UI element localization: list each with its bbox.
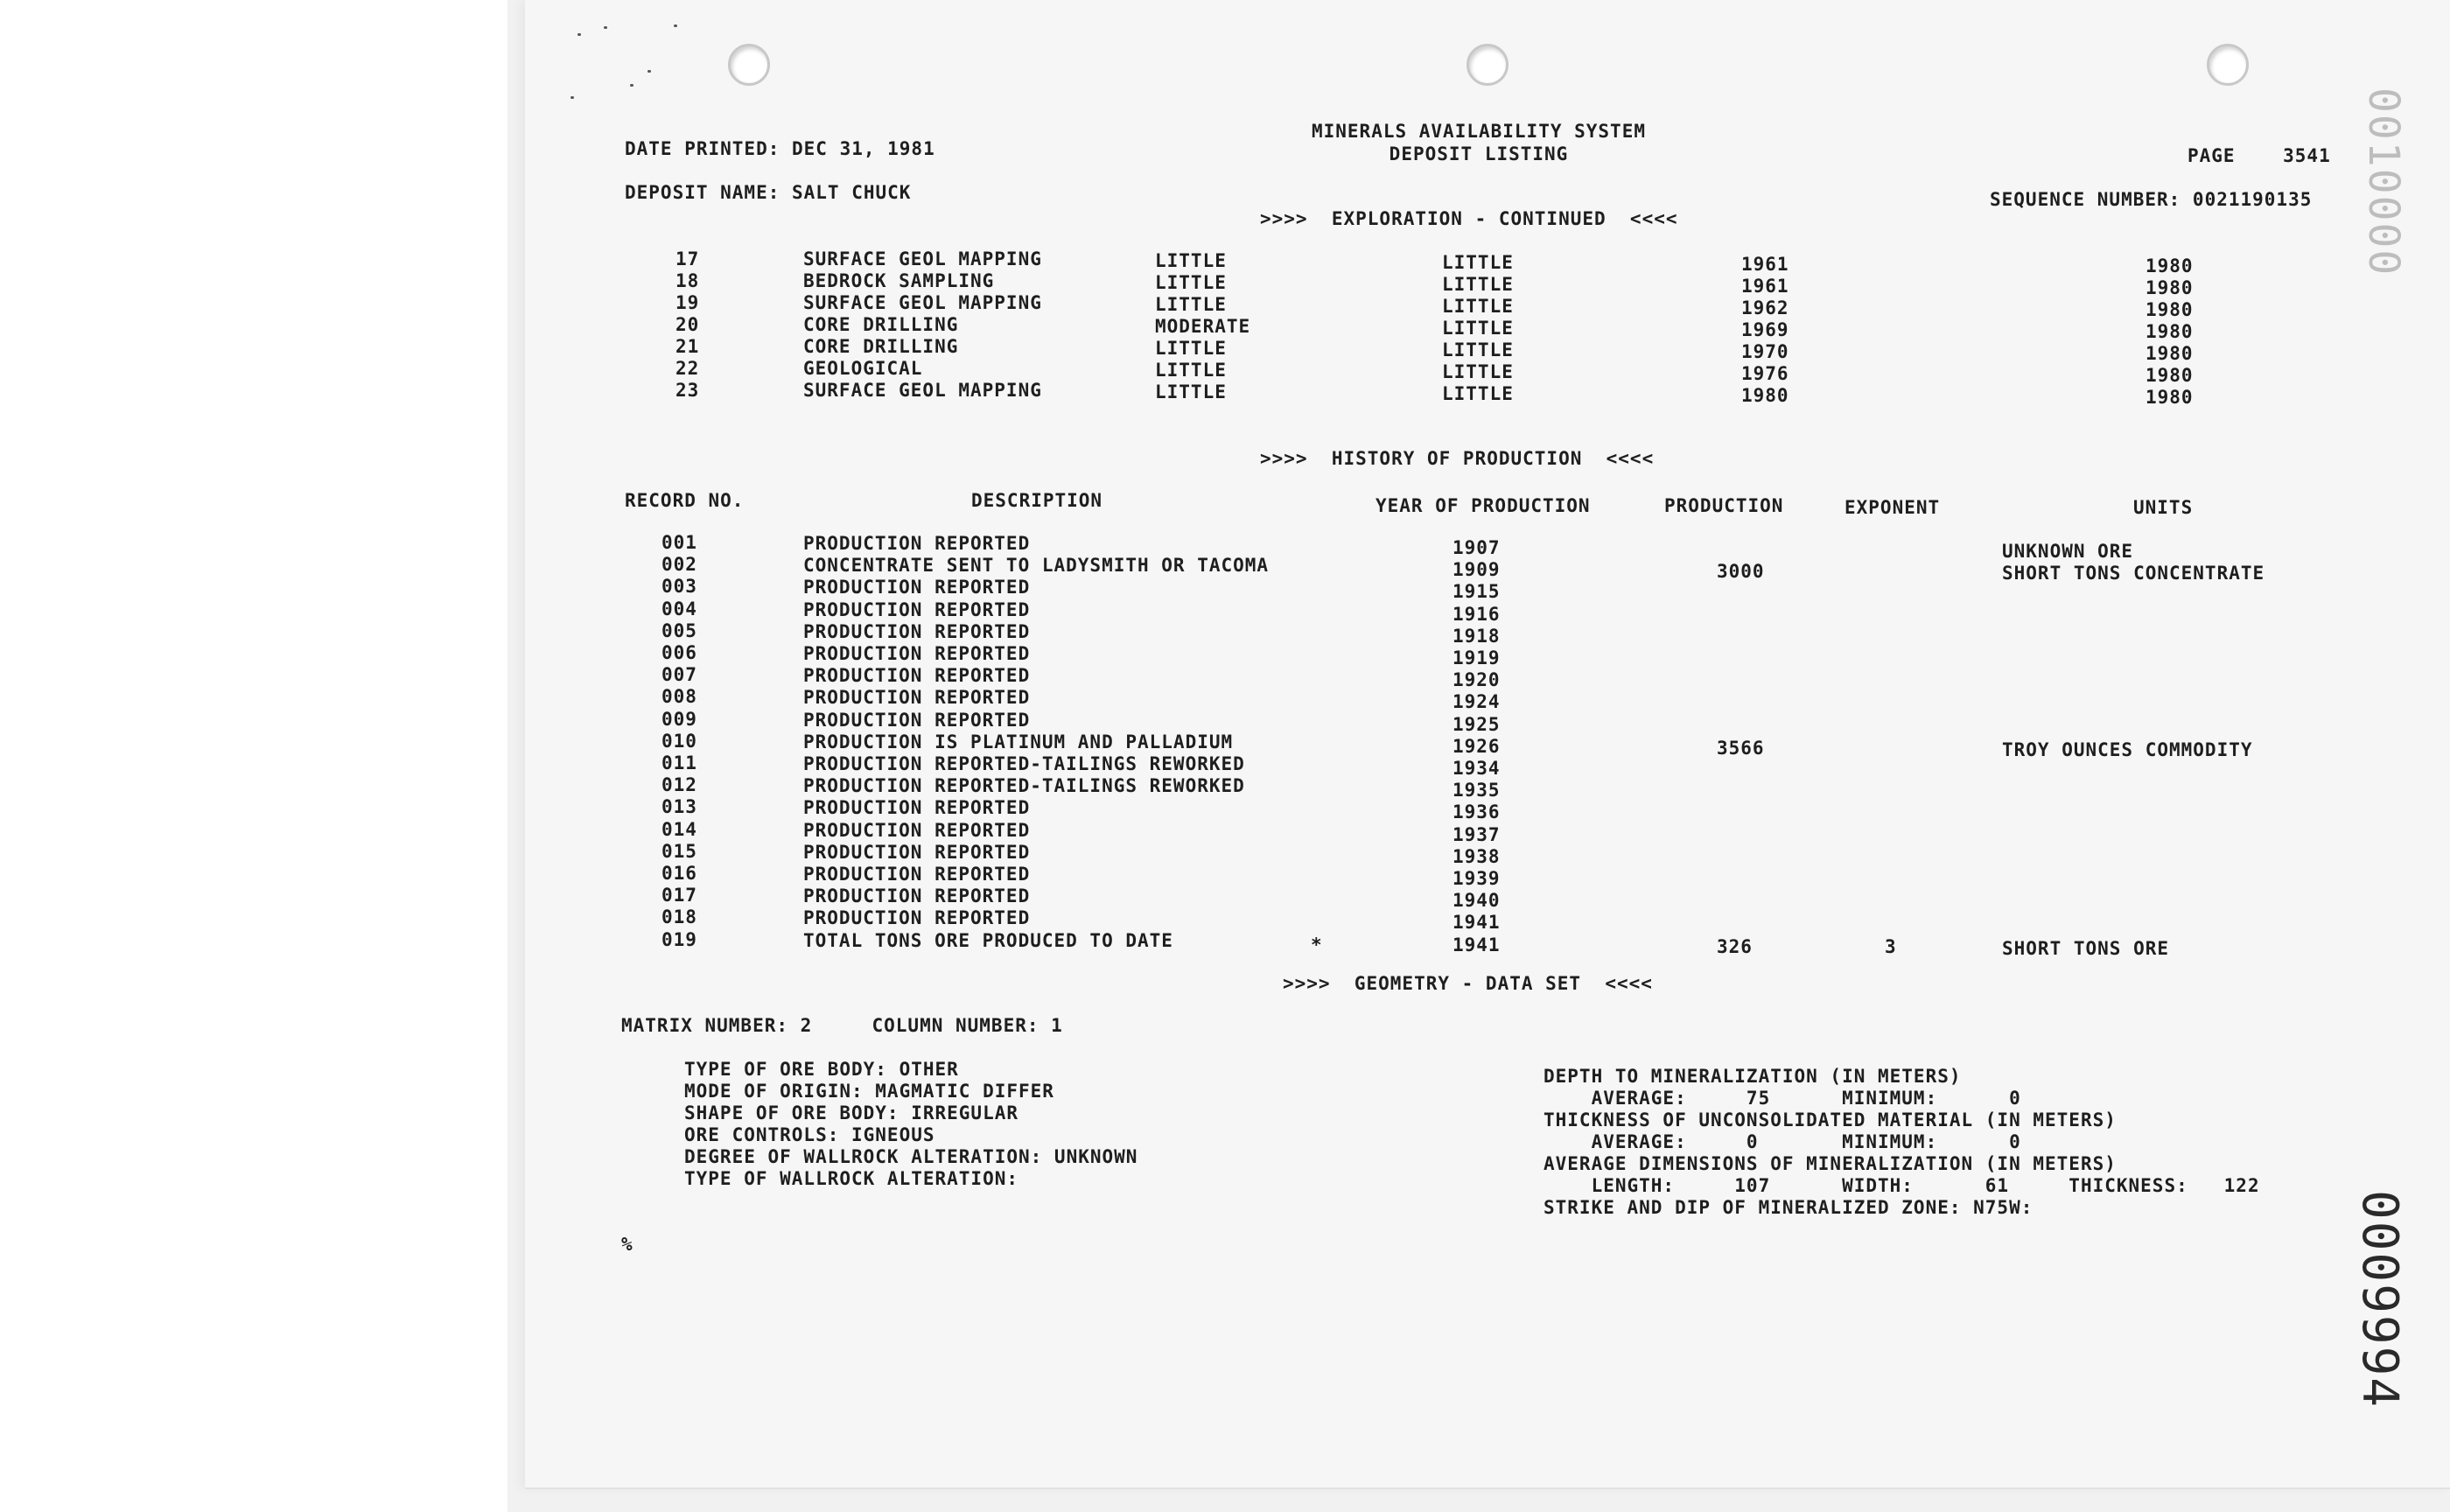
- production-year: 1924: [1452, 691, 1501, 713]
- exploration-activity: CORE DRILLING: [803, 336, 959, 357]
- punch-hole: [1466, 44, 1508, 86]
- exploration-amount-2: LITTLE: [1442, 361, 1514, 382]
- production-year: 1909: [1452, 559, 1501, 581]
- exploration-row-number: 21: [676, 336, 700, 357]
- exploration-year-2: 1980: [2146, 277, 2194, 298]
- exploration-year-2: 1980: [2146, 299, 2194, 320]
- exploration-year: 1962: [1741, 298, 1789, 318]
- exploration-amount-2: LITTLE: [1442, 340, 1514, 360]
- production-amount: 3000: [1717, 561, 1765, 583]
- exploration-row-number: 23: [676, 380, 700, 401]
- geometry-measurement: AVERAGE DIMENSIONS OF MINERALIZATION (IN METERS): [1544, 1153, 2117, 1174]
- geometry-attribute: MODE OF ORIGIN: MAGMATIC DIFFER: [684, 1081, 1054, 1102]
- col-production: PRODUCTION: [1664, 495, 1784, 516]
- production-record-no: 002: [662, 554, 697, 576]
- production-record-no: 010: [662, 730, 697, 752]
- production-record-no: 017: [662, 885, 697, 906]
- exploration-row-number: 19: [676, 292, 700, 313]
- punch-hole: [728, 44, 770, 86]
- production-record-no: 014: [662, 818, 697, 840]
- production-year: 1941: [1452, 934, 1501, 956]
- geometry-attribute: DEGREE OF WALLROCK ALTERATION: UNKNOWN: [684, 1146, 1138, 1167]
- production-description: TOTAL TONS ORE PRODUCED TO DATE: [803, 929, 1173, 951]
- exploration-amount: LITTLE: [1155, 338, 1227, 359]
- production-description: PRODUCTION REPORTED: [803, 598, 1031, 620]
- production-description: PRODUCTION REPORTED-TAILINGS REWORKED: [803, 775, 1245, 797]
- production-units: SHORT TONS ORE: [2002, 937, 2170, 959]
- production-record-no: 005: [662, 620, 697, 641]
- exploration-amount: LITTLE: [1155, 360, 1227, 381]
- scan-speck: [570, 96, 574, 99]
- geometry-heading: >>>> GEOMETRY - DATA SET <<<<: [1283, 973, 1653, 994]
- production-units: SHORT TONS CONCENTRATE: [2002, 563, 2265, 584]
- exploration-year-2: 1980: [2146, 365, 2194, 386]
- production-exponent: 3: [1885, 935, 1897, 957]
- production-total-marker: *: [1311, 934, 1323, 956]
- production-record-no: 013: [662, 796, 697, 818]
- exploration-amount: MODERATE: [1155, 316, 1251, 337]
- production-year: 1919: [1452, 648, 1501, 668]
- production-description: PRODUCTION REPORTED: [803, 533, 1031, 554]
- exploration-year-2: 1980: [2146, 387, 2194, 408]
- exploration-year: 1961: [1741, 254, 1789, 275]
- production-record-no: 016: [662, 863, 697, 884]
- production-year: 1918: [1452, 625, 1501, 647]
- exploration-activity: SURFACE GEOL MAPPING: [803, 292, 1042, 313]
- production-record-no: 009: [662, 708, 697, 730]
- production-year: 1925: [1452, 713, 1501, 735]
- scan-speck: [604, 26, 607, 29]
- exploration-heading: >>>> EXPLORATION - CONTINUED <<<<: [1260, 208, 1678, 229]
- exploration-activity: SURFACE GEOL MAPPING: [803, 248, 1042, 270]
- batch-stamp-bottom: 0009994: [2351, 1190, 2408, 1410]
- sequence-number: SEQUENCE NUMBER: 0021190135: [1990, 189, 2313, 210]
- geometry-measurement: LENGTH: 107 WIDTH: 61 THICKNESS: 122: [1544, 1175, 2260, 1196]
- production-year: 1934: [1452, 758, 1501, 779]
- exploration-year: 1970: [1741, 341, 1789, 362]
- geometry-measurement: DEPTH TO MINERALIZATION (IN METERS): [1544, 1066, 1962, 1087]
- exploration-amount-2: LITTLE: [1442, 383, 1514, 404]
- production-record-no: 006: [662, 642, 697, 663]
- production-description: PRODUCTION REPORTED: [803, 577, 1031, 598]
- production-year: 1935: [1452, 780, 1501, 802]
- production-record-no: 018: [662, 906, 697, 928]
- col-exponent: EXPONENT: [1844, 497, 1941, 518]
- exploration-year-2: 1980: [2146, 321, 2194, 342]
- production-description: PRODUCTION REPORTED: [803, 841, 1031, 863]
- production-record-no: 019: [662, 928, 697, 950]
- production-description: PRODUCTION REPORTED: [803, 643, 1031, 664]
- production-year: 1915: [1452, 581, 1501, 603]
- production-year: 1939: [1452, 868, 1501, 889]
- exploration-year-2: 1980: [2146, 256, 2194, 276]
- production-heading: >>>> HISTORY OF PRODUCTION <<<<: [1260, 448, 1655, 469]
- col-description: DESCRIPTION: [971, 490, 1103, 511]
- production-description: PRODUCTION REPORTED: [803, 797, 1031, 819]
- production-description: PRODUCTION REPORTED: [803, 665, 1031, 687]
- exploration-year: 1980: [1741, 385, 1789, 406]
- production-description: PRODUCTION REPORTED: [803, 864, 1031, 885]
- exploration-activity: SURFACE GEOL MAPPING: [803, 380, 1042, 401]
- production-record-no: 004: [662, 598, 697, 620]
- production-description: PRODUCTION REPORTED: [803, 687, 1031, 709]
- production-year: 1926: [1452, 735, 1501, 757]
- production-record-no: 003: [662, 576, 697, 598]
- production-units: UNKNOWN ORE: [2002, 541, 2134, 562]
- production-record-no: 007: [662, 664, 697, 686]
- production-record-no: 011: [662, 752, 697, 774]
- exploration-row-number: 18: [676, 270, 700, 291]
- geometry-attribute: TYPE OF WALLROCK ALTERATION:: [684, 1168, 1019, 1189]
- system-title: MINERALS AVAILABILITY SYSTEM: [1311, 121, 1646, 142]
- production-year: 1937: [1452, 823, 1501, 845]
- exploration-year-2: 1980: [2146, 343, 2194, 364]
- footer-mark: %: [621, 1234, 634, 1255]
- exploration-activity: GEOLOGICAL: [803, 358, 923, 379]
- batch-stamp-top: 0010000: [2359, 88, 2408, 277]
- exploration-activity: BEDROCK SAMPLING: [803, 270, 995, 291]
- production-year: 1940: [1452, 890, 1501, 912]
- scan-speck: [674, 24, 677, 27]
- exploration-year: 1969: [1741, 319, 1789, 340]
- production-amount: 3566: [1717, 737, 1765, 759]
- geometry-measurement: AVERAGE: 0 MINIMUM: 0: [1544, 1131, 2021, 1152]
- production-year: 1920: [1452, 669, 1501, 691]
- production-year: 1936: [1452, 802, 1501, 823]
- exploration-year: 1961: [1741, 276, 1789, 297]
- geometry-attribute: SHAPE OF ORE BODY: IRREGULAR: [684, 1102, 1019, 1124]
- date-printed: DATE PRINTED: DEC 31, 1981: [625, 138, 935, 159]
- punch-hole: [2207, 44, 2249, 86]
- geometry-attribute: TYPE OF ORE BODY: OTHER: [684, 1059, 959, 1080]
- exploration-amount-2: LITTLE: [1442, 296, 1514, 317]
- exploration-amount-2: LITTLE: [1442, 318, 1514, 339]
- production-year: 1938: [1452, 845, 1501, 867]
- exploration-amount: LITTLE: [1155, 272, 1227, 293]
- exploration-amount: LITTLE: [1155, 294, 1227, 315]
- exploration-row-number: 17: [676, 248, 700, 270]
- exploration-row-number: 22: [676, 358, 700, 379]
- listing-subtitle: DEPOSIT LISTING: [1389, 144, 1569, 164]
- geometry-measurement: AVERAGE: 75 MINIMUM: 0: [1544, 1088, 2021, 1109]
- col-record-no: RECORD NO.: [625, 490, 745, 511]
- production-description: PRODUCTION REPORTED: [803, 886, 1031, 907]
- page-number: PAGE 3541: [2188, 145, 2331, 166]
- production-year: 1907: [1452, 537, 1501, 558]
- production-description: PRODUCTION REPORTED: [803, 907, 1031, 929]
- geometry-measurement: STRIKE AND DIP OF MINERALIZED ZONE: N75W:: [1544, 1197, 2034, 1218]
- production-description: PRODUCTION REPORTED-TAILINGS REWORKED: [803, 753, 1245, 774]
- matrix-line: MATRIX NUMBER: 2 COLUMN NUMBER: 1: [621, 1015, 1063, 1036]
- production-record-no: 012: [662, 774, 697, 796]
- deposit-name: DEPOSIT NAME: SALT CHUCK: [625, 182, 912, 203]
- exploration-amount: LITTLE: [1155, 382, 1227, 402]
- col-units: UNITS: [2133, 497, 2194, 518]
- production-description: PRODUCTION IS PLATINUM AND PALLADIUM: [803, 731, 1234, 752]
- scan-speck: [578, 33, 581, 36]
- production-record-no: 001: [662, 532, 697, 553]
- scan-speck: [630, 84, 634, 87]
- production-year: 1916: [1452, 603, 1501, 625]
- production-description: PRODUCTION REPORTED: [803, 709, 1031, 731]
- exploration-amount-2: LITTLE: [1442, 252, 1514, 273]
- exploration-row-number: 20: [676, 314, 700, 335]
- production-record-no: 015: [662, 840, 697, 862]
- production-year: 1941: [1452, 912, 1501, 934]
- geometry-measurement: THICKNESS OF UNCONSOLIDATED MATERIAL (IN METERS): [1544, 1110, 2117, 1130]
- scan-speck: [648, 70, 651, 73]
- production-description: PRODUCTION REPORTED: [803, 620, 1031, 642]
- geometry-attribute: ORE CONTROLS: IGNEOUS: [684, 1124, 935, 1145]
- production-amount: 326: [1717, 935, 1753, 957]
- production-units: TROY OUNCES COMMODITY: [2002, 738, 2253, 760]
- production-description: PRODUCTION REPORTED: [803, 819, 1031, 841]
- exploration-year: 1976: [1741, 363, 1789, 384]
- production-record-no: 008: [662, 686, 697, 708]
- production-description: CONCENTRATE SENT TO LADYSMITH OR TACOMA: [803, 555, 1270, 577]
- col-year: YEAR OF PRODUCTION: [1376, 495, 1591, 516]
- exploration-amount-2: LITTLE: [1442, 274, 1514, 295]
- exploration-amount: LITTLE: [1155, 250, 1227, 271]
- exploration-activity: CORE DRILLING: [803, 314, 959, 335]
